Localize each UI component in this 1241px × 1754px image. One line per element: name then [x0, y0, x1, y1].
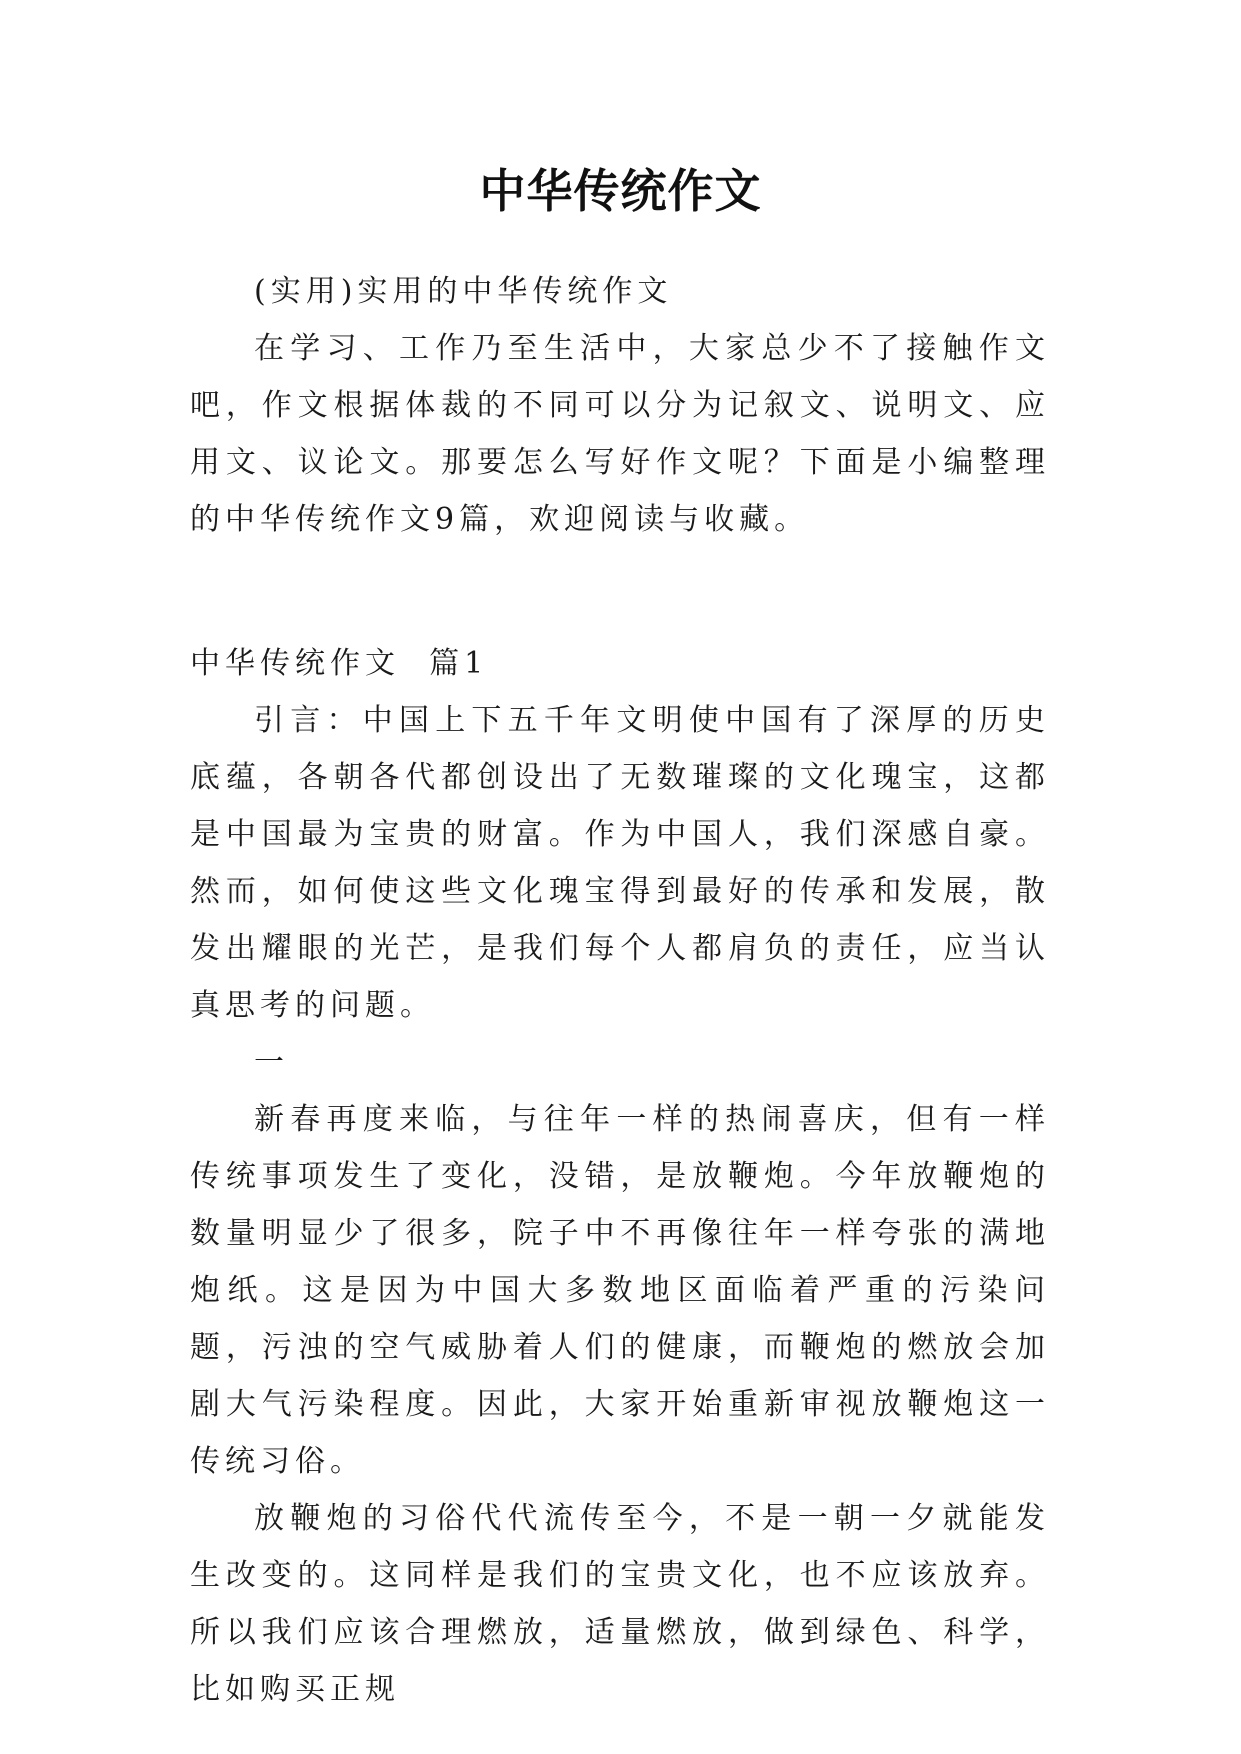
section-heading: 中华传统作文 篇1: [190, 646, 489, 681]
paragraph: 新春再度来临，与往年一样的热闹喜庆，但有一样传统事项发生了变化，没错，是放鞭炮。今年放鞭炮的数量明显少了很多，院子中不再像往年一样夸张的满地炮纸。这是因为中国大多数地区面临着严重的污染问题，污浊的空气威胁着人们的健康，而鞭炮的燃放会加剧大气污染程度。因此，大家开始重新审视放鞭炮这一传统习俗。: [190, 1102, 1050, 1479]
intro-paragraph: 在学习、工作乃至生活中，大家总少不了接触作文吧，作文根据体裁的不同可以分为记叙文、说明文、应用文、议论文。那要怎么写好作文呢？下面是小编整理的中华传统作文9篇，欢迎阅读与收藏。: [190, 331, 1050, 537]
section-number: 一: [254, 1045, 289, 1080]
document-title: 中华传统作文: [479, 164, 762, 218]
section-block: [190, 635, 1050, 1718]
intro-block: [190, 263, 1050, 548]
paragraph: 放鞭炮的习俗代代流传至今，不是一朝一夕就能发生改变的。这同样是我们的宝贵文化，也不应该放弃。所以我们应该合理燃放，适量燃放，做到绿色、科学，比如购买正规: [190, 1501, 1050, 1707]
paragraph: 引言：中国上下五千年文明使中国有了深厚的历史底蕴，各朝各代都创设出了无数璀璨的文化瑰宝，这都是中国最为宝贵的财富。作为中国人，我们深感自豪。然而，如何使这些文化瑰宝得到最好的传承和发展，散发出耀眼的光芒，是我们每个人都肩负的责任，应当认真思考的问题。: [190, 703, 1050, 1023]
subtitle: (实用)实用的中华传统作文: [254, 274, 673, 309]
